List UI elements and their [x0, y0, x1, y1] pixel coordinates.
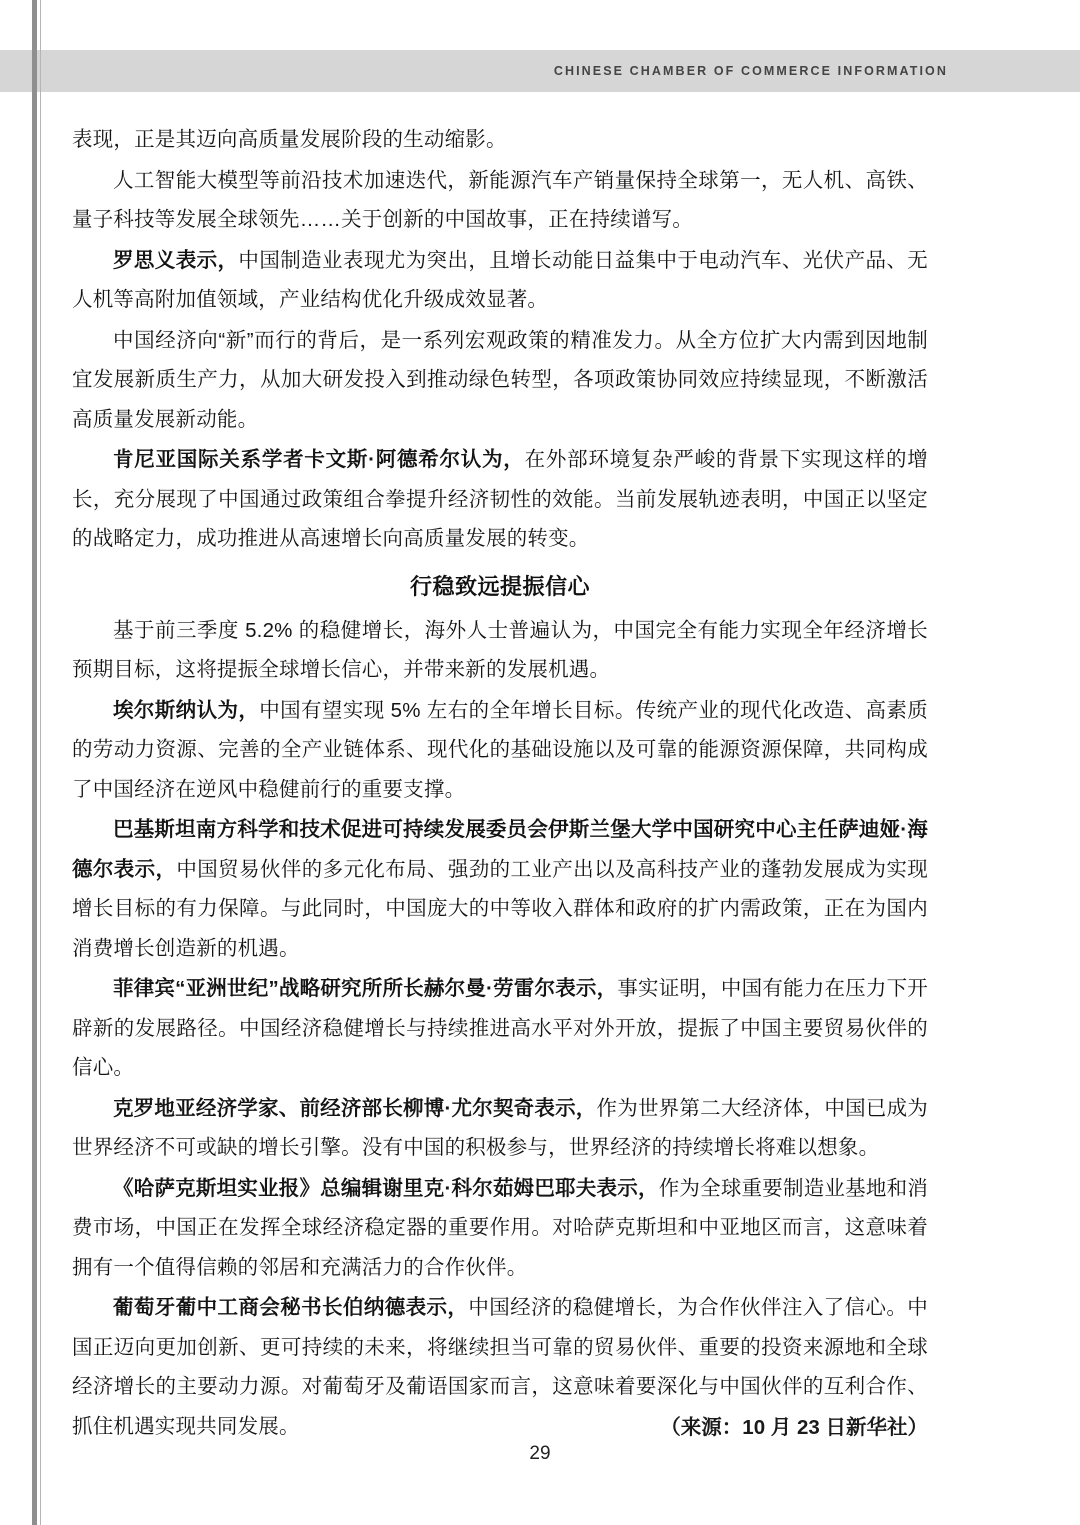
paragraph-lead: 菲律宾“亚洲世纪”战略研究所所长赫尔曼·劳雷尔表示，	[113, 977, 618, 1000]
paragraph-text: 作为全球重要制造业基地和消费市场，中国正在发挥全球经济稳定器的重要作用。对哈萨克斯坦和中亚地区而言，这意味着拥有一个值得信赖的邻居和充满活力的合作伙伴。	[72, 1176, 928, 1279]
paragraph-text: 中国经济向“新”而行的背后，是一系列宏观政策的精准发力。从全方位扩大内需到因地制宜发展新质生产力，从加大研发投入到推动绿色转型，各项政策协同效应持续显现，不断激活高质量发展新动能。	[72, 328, 928, 431]
paragraph-lead: 《哈萨克斯坦实业报》总编辑谢里克·科尔茹姆巴耶夫表示，	[113, 1176, 659, 1200]
paragraph-lead: 巴基斯坦南方科学和技术促进可持续发展委员会伊斯兰堡大学中国研究中心主任萨迪娅·海德尔表示，	[72, 818, 928, 881]
paragraph-lead: 肯尼亚国际关系学者卡文斯·阿德希尔认为，	[113, 448, 525, 471]
paragraph	[72, 241, 928, 320]
paragraph-text: 人工智能大模型等前沿技术加速迭代，新能源汽车产销量保持全球第一，无人机、高铁、量子科技等发展全球领先……关于创新的中国故事，正在持续谱写。	[72, 168, 928, 231]
paragraph	[72, 161, 928, 240]
paragraph-text: 事实证明，中国有能力在压力下开辟新的发展路径。中国经济稳健增长与持续推进高水平对外开放，提振了中国主要贸易伙伴的信心。	[72, 977, 929, 1079]
paragraph	[72, 321, 928, 440]
final-paragraph-block	[72, 1288, 928, 1447]
paragraph	[72, 120, 928, 160]
paragraph	[72, 1089, 928, 1168]
paragraph-text: 在外部环境复杂严峻的背景下实现这样的增长，充分展现了中国通过政策组合拳提升经济韧性的效能。当前发展轨迹表明，中国正以坚定的战略定力，成功推进从高速增长向高质量发展的转变。	[72, 448, 928, 550]
header	[0, 50, 1080, 92]
paragraph	[72, 611, 928, 690]
running-header-title: CHINESE CHAMBER OF COMMERCE INFORMATION	[553, 64, 948, 78]
paragraph-lead: 罗思义表示，	[113, 248, 239, 272]
paragraph-lead: 葡萄牙葡中工商会秘书长伯纳德表示，	[113, 1296, 469, 1319]
paragraph-text: 表现，正是其迈向高质量发展阶段的生动缩影。	[72, 128, 507, 151]
left-margin-rule	[32, 0, 37, 1525]
paragraph	[72, 440, 928, 559]
paragraph	[72, 969, 928, 1088]
left-margin-rule-thin	[40, 0, 41, 1525]
article-body	[72, 120, 928, 1447]
paragraph-text: 作为世界第二大经济体，中国已成为世界经济不可或缺的增长引擎。没有中国的积极参与，世界经济的持续增长将难以想象。	[72, 1096, 928, 1159]
section-heading: 行稳致远提振信心	[409, 573, 590, 599]
paragraph-lead: 克罗地亚经济学家、前经济部长柳博·尤尔契奇表示，	[113, 1096, 597, 1120]
paragraph-text: 中国经济的稳健增长，为合作伙伴注入了信心。中国正迈向更加创新、更可持续的未来，将继续担当可靠的贸易伙伴、重要的投资来源地和全球经济增长的主要动力源。对葡萄牙及葡语国家而言，这意味着要深化与中国伙伴的互利合作、抓住机遇实现共同发展。	[72, 1296, 928, 1438]
source-credit: （来源：10 月 23 日新华社）	[660, 1415, 928, 1439]
paragraph	[72, 1169, 928, 1288]
paragraph-text: 中国贸易伙伴的多元化布局、强劲的工业产出以及高科技产业的蓬勃发展成为实现增长目标的有力保障。与此同时，中国庞大的中等收入群体和政府的扩内需政策，正在为国内消费增长创造新的机遇。	[72, 857, 929, 960]
paragraph-text: 基于前三季度 5.2% 的稳健增长，海外人士普遍认为，中国完全有能力实现全年经济增长预期目标，这将提振全球增长信心，并带来新的发展机遇。	[72, 618, 928, 681]
paragraph-text: 中国制造业表现尤为突出，且增长动能日益集中于电动汽车、光伏产品、无人机等高附加值领域，产业结构优化升级成效显著。	[72, 248, 928, 311]
paragraph-text: 中国有望实现 5% 左右的全年增长目标。传统产业的现代化改造、高素质的劳动力资源、完善的全产业链体系、现代化的基础设施以及可靠的能源资源保障，共同构成了中国经济在逆风中稳健前行的重要支撑。	[72, 698, 928, 801]
paragraph	[72, 691, 928, 810]
page-number: 29	[529, 1443, 551, 1464]
paragraph	[72, 810, 928, 968]
paragraph-lead: 埃尔斯纳认为，	[113, 698, 260, 722]
